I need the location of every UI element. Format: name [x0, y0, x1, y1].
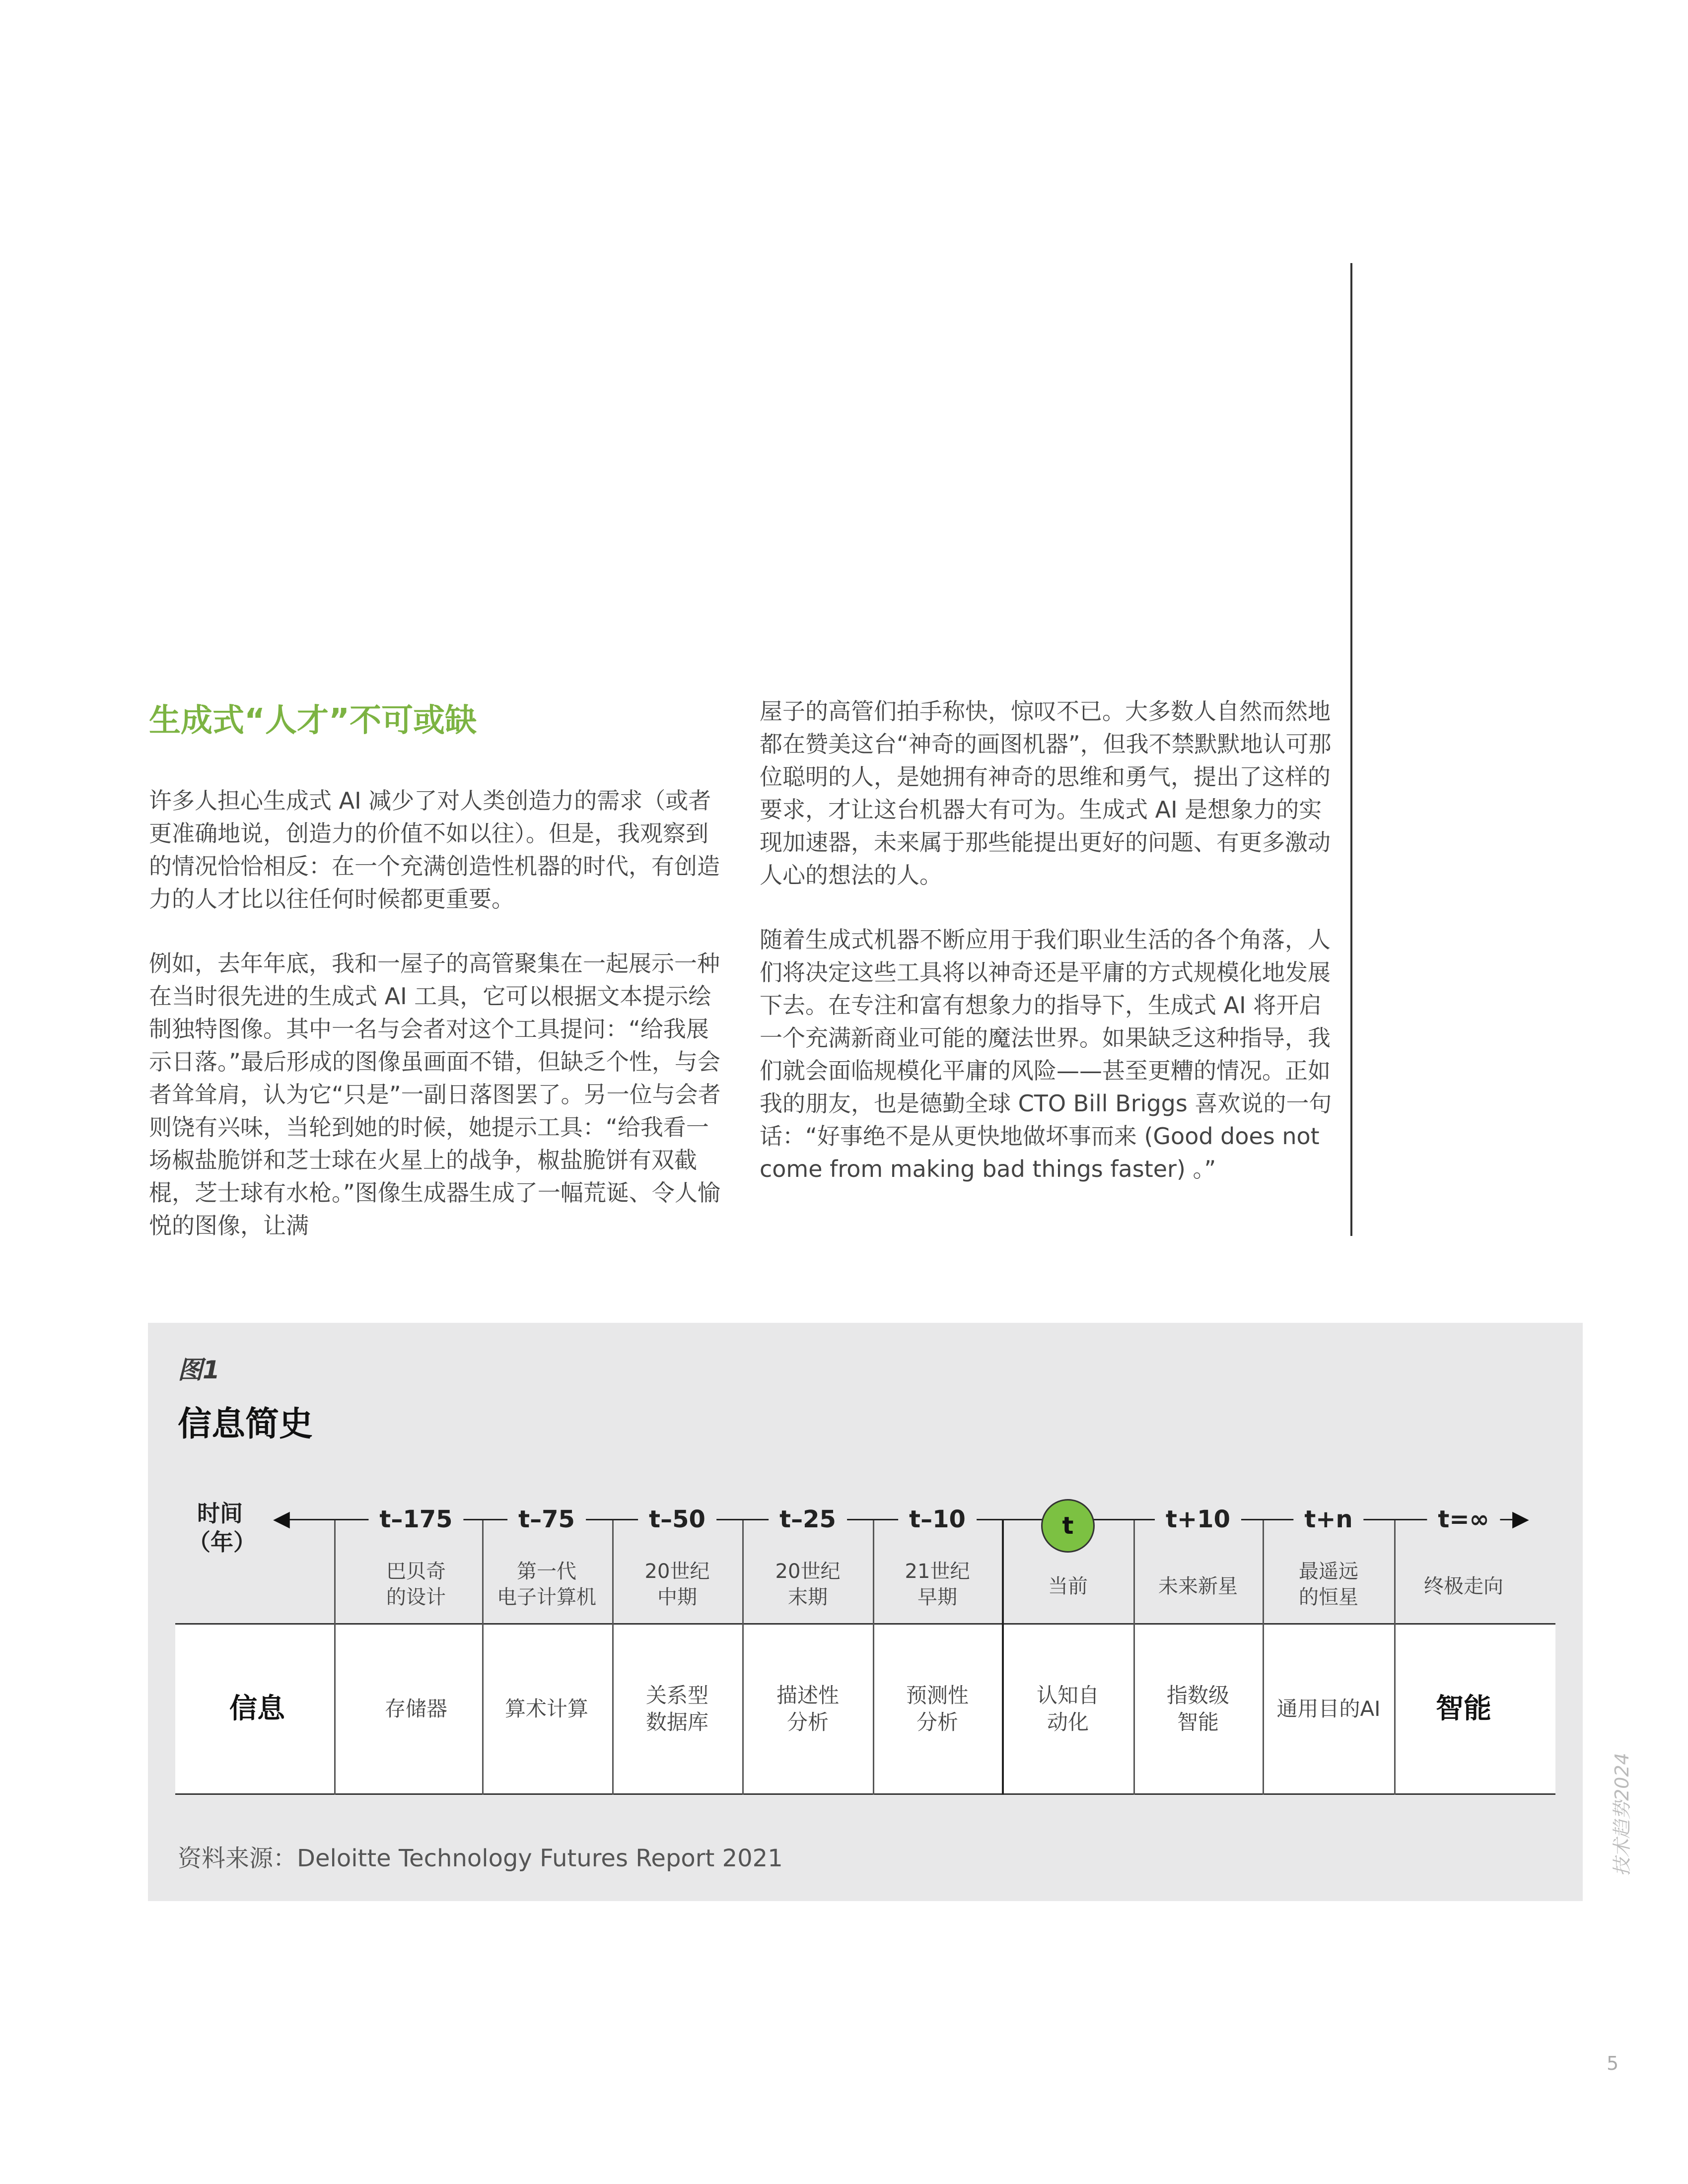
timeline-marker: t–25	[769, 1505, 847, 1533]
right-column	[760, 695, 1340, 1217]
tech-cell: 描述性 分析	[776, 1683, 839, 1734]
paragraph: 随着生成式机器不断应用于我们职业生活的各个角落，人们将决定这些工具将以神奇还是平庸的方式规模化地发展下去。在专注和富有想象力的指导下，生成式 AI 将开启一个充满新商业可能的魔法世界。如果缺乏这种指导，我们就会面临规模化平庸的风险——甚至更糟的情况。正如我的朋友，也是德勤全球 CTO Bill Briggs 喜欢说的一句话：“好事绝不是从更快地做坏事而来 (Good does not come from making bad things faster) 。”	[760, 926, 1332, 1182]
era-label: 当前	[1048, 1575, 1088, 1598]
section-heading: 生成式“人才”不可或缺	[149, 702, 477, 739]
tech-cell: 指数级 智能	[1166, 1683, 1229, 1734]
figure-label: 图1	[178, 1356, 220, 1384]
column-separator	[1394, 1520, 1396, 1795]
era-label: 第一代 电子计算机	[497, 1560, 596, 1609]
tech-cell: 存储器	[384, 1697, 447, 1721]
column-separator	[334, 1520, 336, 1795]
paragraph: 屋子的高管们拍手称快，惊叹不已。大多数人自然而然地都在赞美这台“神奇的画图机器”，但我不禁默默地认可那位聪明的人，是她拥有神奇的思维和勇气，提出了这样的要求，才让这台机器大有可为。生成式 AI 是想象力的实现加速器，未来属于那些能提出更好的问题、有更多激动人心的想法的人。	[760, 698, 1332, 888]
timeline-marker: t–175	[368, 1505, 463, 1533]
paragraph: 例如，去年年底，我和一屋子的高管聚集在一起展示一种在当时很先进的生成式 AI 工具，它可以根据文本提示绘制独特图像。其中一名与会者对这个工具提问：“给我展示日落。”最后形成的图像虽画面不错，但缺乏个性，与会者耸耸肩，认为它“只是”一副日落图罢了。另一位与会者则饶有兴味，当轮到她的时候，她提示工具：“给我看一场椒盐脆饼和芝士球在火星上的战争，椒盐脆饼有双截棍，芝士球有水枪。”图像生成器生成了一幅荒诞、令人愉悦的图像，让满	[149, 950, 721, 1239]
figure-source: 资料来源：Deloitte Technology Futures Report 2021	[178, 1844, 783, 1872]
tech-cell: 认知自 动化	[1036, 1683, 1099, 1734]
tech-cell: 智能	[1436, 1693, 1491, 1725]
era-label: 巴贝奇 的设计	[386, 1560, 446, 1609]
timeline-marker-current: t	[1041, 1499, 1095, 1553]
tech-cell: 预测性 分析	[906, 1683, 969, 1734]
table-bottom-rule	[175, 1793, 1555, 1795]
column-separator	[1133, 1520, 1135, 1795]
column-separator	[1002, 1520, 1004, 1795]
timeline-marker: t+10	[1155, 1505, 1241, 1533]
left-column	[149, 784, 730, 1274]
arrow-left-icon: ◀	[273, 1506, 290, 1531]
row-label: 信息	[229, 1693, 285, 1725]
tech-cell: 算术计算	[504, 1697, 588, 1721]
timeline-marker: t–75	[507, 1505, 586, 1533]
arrow-right-icon: ▶	[1512, 1506, 1529, 1531]
era-label: 20世纪 中期	[644, 1560, 710, 1609]
figure-title: 信息简史	[178, 1405, 313, 1444]
era-label: 21世纪 早期	[905, 1560, 970, 1609]
era-label: 未来新星	[1158, 1575, 1238, 1598]
column-divider	[1350, 263, 1352, 1236]
tech-cell: 通用目的AI	[1276, 1697, 1381, 1721]
timeline-marker: t+n	[1293, 1505, 1363, 1533]
era-label: 20世纪 末期	[775, 1560, 841, 1609]
figure-panel	[148, 1323, 1583, 1901]
paragraph: 许多人担心生成式 AI 减少了对人类创造力的需求（或者更准确地说，创造力的价值不如以往）。但是，我观察到的情况恰恰相反：在一个充满创造性机器的时代，有创造力的人才比以往任何时候都更重要。	[149, 787, 720, 912]
tech-cell: 关系型 数据库	[645, 1683, 708, 1734]
side-label: 技术趋势2024	[1611, 1753, 1633, 1876]
page-number: 5	[1607, 2052, 1619, 2074]
era-label: 终极走向	[1424, 1575, 1503, 1598]
era-label: 最遥远 的恒星	[1299, 1560, 1358, 1609]
timeline-marker: t–50	[638, 1505, 716, 1533]
timeline-marker: t–10	[898, 1505, 977, 1533]
time-axis-label: 时间 （年）	[188, 1500, 256, 1556]
timeline-marker: t=∞	[1427, 1505, 1500, 1533]
